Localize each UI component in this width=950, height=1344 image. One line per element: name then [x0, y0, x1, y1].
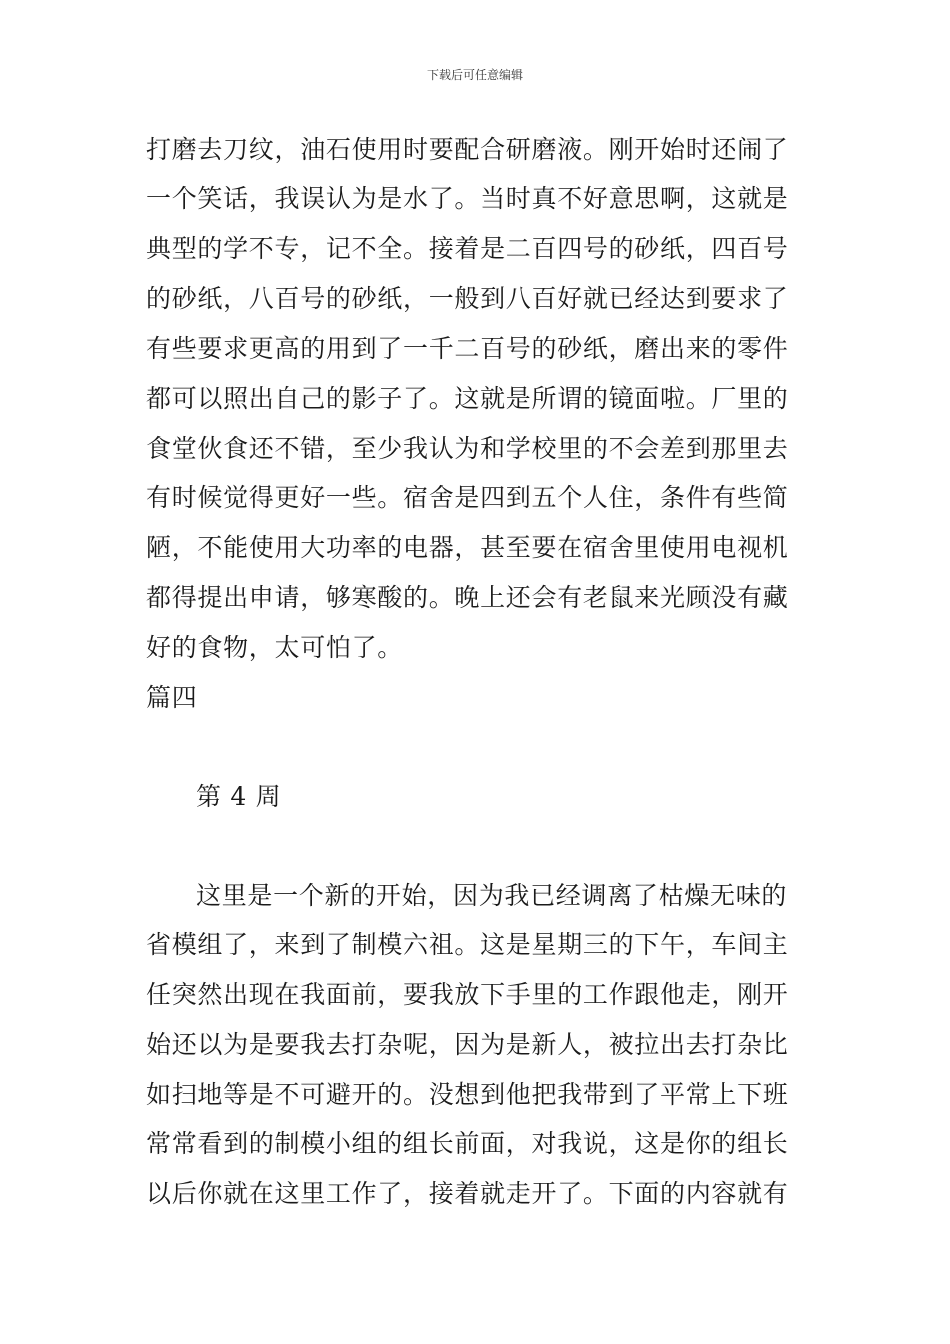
text-line: 始还以为是要我去打杂呢，因为是新人，被拉出去打杂比 [146, 1030, 789, 1059]
text-line: 常常看到的制模小组的组长前面，对我说，这是你的组长 [146, 1129, 789, 1158]
text-line: 打磨去刀纹，油石使用时要配合研磨液。刚开始时还闹了 [146, 135, 789, 164]
text-line: 有时候觉得更好一些。宿舍是四到五个人住，条件有些简 [146, 483, 789, 512]
text-line: 有些要求更高的用到了一千二百号的砂纸，磨出来的零件 [146, 334, 789, 363]
text-line: 这里是一个新的开始，因为我已经调离了枯燥无味的 [196, 881, 788, 910]
page-header: 下载后可任意编辑 [426, 68, 523, 82]
text-line: 好的食物，太可怕了。 [146, 633, 404, 662]
text-line: 如扫地等是不可避开的。没想到他把我带到了平常上下班 [146, 1080, 789, 1109]
week-heading: 第 4 周 [196, 782, 282, 811]
text-line: 都可以照出自己的影子了。这就是所谓的镜面啦。厂里的 [146, 384, 789, 413]
text-line: 任突然出现在我面前，要我放下手里的工作跟他走，刚开 [146, 980, 789, 1009]
text-line: 陋，不能使用大功率的电器，甚至要在宿舍里使用电视机 [146, 533, 789, 562]
text-line: 食堂伙食还不错，至少我认为和学校里的不会差到那里去 [146, 434, 789, 463]
text-line: 典型的学不专，记不全。接着是二百四号的砂纸，四百号 [146, 234, 789, 263]
text-line: 的砂纸，八百号的砂纸，一般到八百好就已经达到要求了 [146, 284, 789, 313]
text-line: 一个笑话，我误认为是水了。当时真不好意思啊，这就是 [146, 184, 789, 213]
text-line: 以后你就在这里工作了，接着就走开了。下面的内容就有 [146, 1179, 789, 1208]
text-line: 都得提出申请，够寒酸的。晚上还会有老鼠来光顾没有藏 [146, 583, 789, 612]
section-title: 篇四 [146, 683, 198, 712]
text-line: 省模组了，来到了制模六祖。这是星期三的下午，车间主 [146, 930, 789, 959]
